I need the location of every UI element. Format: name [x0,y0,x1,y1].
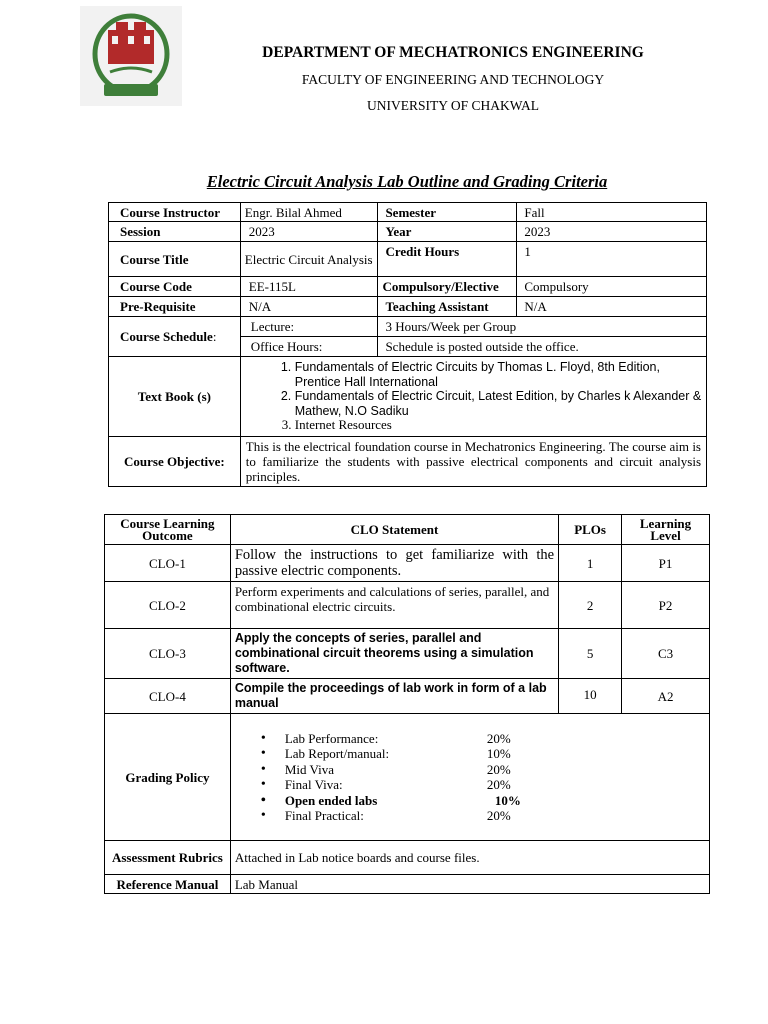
clo-id: CLO-1 [105,545,231,582]
clo-plo: 5 [559,629,622,679]
credit-hours-label: Credit Hours [378,242,517,277]
prereq-value: N/A [240,297,378,317]
clo-table [104,514,710,894]
session-value: 2023 [240,222,378,242]
prereq-label: Pre-Requisite [109,297,241,317]
clo-statement: Apply the concepts of series, parallel and combinational circuit theorems using a simulation software. [230,629,558,679]
lecture-label: Lecture: [240,317,378,337]
clo-header: Course Learning Outcome [105,515,231,545]
reference-label: Reference Manual [105,875,231,894]
clo-level: A2 [622,679,710,714]
schedule-label: Course Schedule [120,329,213,344]
course-code-value: EE-115L [240,277,378,297]
course-info-table [108,202,707,487]
compulsory-value: Compulsory [517,277,707,297]
compulsory-label: Compulsory/Elective [378,277,517,297]
table-row [109,317,707,337]
schedule-label-cell [109,317,241,357]
session-label: Session [109,222,241,242]
clo-id: CLO-2 [105,582,231,629]
list-item: • Lab Report/manual: 10% [285,746,705,762]
textbook-list-cell [240,357,706,437]
table-row [109,203,707,222]
table-row [105,875,710,894]
year-label: Year [378,222,517,242]
department-title: DEPARTMENT OF MECHATRONICS ENGINEERING [262,44,644,61]
statement-header: CLO Statement [230,515,558,545]
faculty-title: FACULTY OF ENGINEERING AND TECHNOLOGY [301,72,605,87]
clo-plo: 10 [559,679,622,714]
clo-id: CLO-4 [105,679,231,714]
schedule-colon: : [212,329,217,344]
year-value: 2023 [517,222,707,242]
university-title: UNIVERSITY OF CHAKWAL [367,98,539,113]
instructor-value: Engr. Bilal Ahmed [240,203,378,222]
semester-label: Semester [378,203,517,222]
textbook-list [245,360,702,433]
list-item: • Lab Performance: 20% [285,731,705,747]
instructor-label: Course Instructor [109,203,241,222]
level-header: Learning Level [622,515,710,545]
clo-statement: Perform experiments and calculations of series, parallel, and combinational electric circuits. [230,582,558,629]
course-title-label: Course Title [109,242,241,277]
clo-level: P2 [622,582,710,629]
table-row [105,679,710,714]
office-hours-label: Office Hours: [240,337,378,357]
list-item: • Final Viva: 20% [285,777,705,793]
table-row [109,297,707,317]
document-title: Electric Circuit Analysis Lab Outline and Grading Criteria [206,172,608,191]
office-hours-value: Schedule is posted outside the office. [378,337,707,357]
clo-level: P1 [622,545,710,582]
ta-label: Teaching Assistant [378,297,517,317]
list-item: • Final Practical: 20% [285,808,705,824]
objective-label: Course Objective: [109,437,241,487]
list-item: 3. Internet Resources [295,418,702,433]
credit-hours-value: 1 [517,242,707,277]
lecture-value: 3 Hours/Week per Group [378,317,707,337]
clo-plo: 2 [559,582,622,629]
grading-list [235,731,705,824]
clo-plo: 1 [559,545,622,582]
table-row [105,841,710,875]
semester-value: Fall [517,203,707,222]
table-row [105,515,710,545]
clo-statement: Follow the instructions to get familiarize with the passive electric components. [230,545,558,582]
clo-level: C3 [622,629,710,679]
reference-value: Lab Manual [230,875,709,894]
rubrics-label: Assessment Rubrics [105,841,231,875]
grading-policy-label: Grading Policy [105,714,231,841]
rubrics-value: Attached in Lab notice boards and course files. [230,841,709,875]
ta-value: N/A [517,297,707,317]
table-row [109,222,707,242]
clo-statement: Compile the proceedings of lab work in form of a lab manual [230,679,558,714]
table-row [105,545,710,582]
plo-header: PLOs [559,515,622,545]
table-row [105,629,710,679]
clo-id: CLO-3 [105,629,231,679]
list-item: 2. Fundamentals of Electric Circuit, Latest Edition, by Charles k Alexander & Mathew, N.O Sadiku [295,389,702,418]
list-item: 1. Fundamentals of Electric Circuits by Thomas L. Floyd, 8th Edition, Prentice Hall International [295,360,702,389]
course-code-label: Course Code [109,277,241,297]
list-item: • Open ended labs 10% [285,793,705,809]
table-row [109,242,707,277]
table-row [105,714,710,841]
table-row [109,437,707,487]
table-row [109,357,707,437]
textbook-label: Text Book (s) [109,357,241,437]
table-row [105,582,710,629]
table-row [109,277,707,297]
grading-policy-cell [230,714,709,841]
objective-value: This is the electrical foundation course in Mechatronics Engineering. The course aim is to familiarize the students with passive electrical components and circuit analysis principles. [240,437,706,487]
list-item: • Mid Viva 20% [285,762,705,778]
course-title-value: Electric Circuit Analysis [240,242,378,277]
